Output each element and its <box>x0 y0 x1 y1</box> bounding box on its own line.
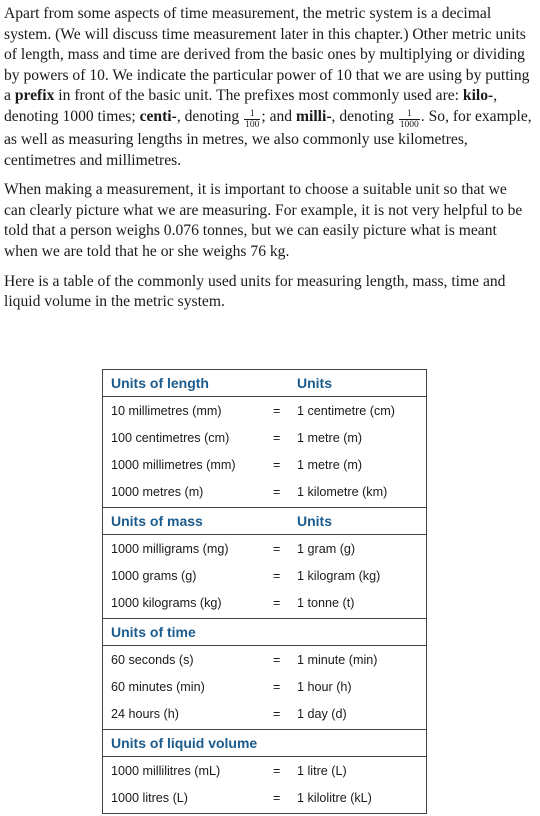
table-row <box>103 425 426 452</box>
section-liquid-volume <box>103 729 426 813</box>
equals-sign: = <box>273 542 281 556</box>
section-title: Units of length <box>111 375 209 391</box>
table-row <box>103 674 426 701</box>
term-centi: centi- <box>139 107 177 125</box>
section-header <box>103 618 426 646</box>
table-row <box>103 647 426 674</box>
text-span: . So, for example, as well as measuring lengths in metres, we also commonly use kilometres, centimetres and millimetres. <box>4 107 532 169</box>
section-header <box>103 729 426 757</box>
equals-sign: = <box>273 653 281 667</box>
fraction-denominator: 100 <box>245 119 260 130</box>
equals-sign: = <box>273 431 281 445</box>
row-left: 60 minutes (min) <box>111 680 205 694</box>
row-left: 1000 milligrams (mg) <box>111 542 229 556</box>
row-right: 1 day (d) <box>297 707 347 721</box>
row-left: 60 seconds (s) <box>111 653 194 667</box>
paragraph-suitable-unit: When making a measurement, it is important to choose a suitable unit so that we can clearly picture what we are measuring. For example, it is not very helpful to be told that a person weighs 0.076 tonnes, but we can easily picture what is meant when we are told that he or she weighs 76 kg. <box>4 181 523 260</box>
row-right: 1 kilogram (kg) <box>297 569 381 583</box>
equals-sign: = <box>273 707 281 721</box>
term-prefix: prefix <box>14 87 55 105</box>
table-row <box>103 452 426 479</box>
table-row <box>103 536 426 563</box>
row-right: 1 litre (L) <box>297 764 347 778</box>
equals-sign: = <box>273 458 281 472</box>
paragraph-metric-prefixes <box>4 4 532 171</box>
section-mass <box>103 507 426 618</box>
equals-sign: = <box>273 485 281 499</box>
text-span: , denoting <box>331 107 398 125</box>
text-span: Apart from some aspects of time measurement, the metric system is a decimal system. (We will discuss time measurement later in this chapter.) Other metric units of length, mass and time are derived from the basic ones by multiplying or dividing by powers of 10. We indicate the particular power of 10 that we are using by putting a <box>4 5 530 105</box>
section-header <box>103 370 426 397</box>
units-header: Units <box>297 513 332 529</box>
row-right: 1 tonne (t) <box>297 596 355 610</box>
text-span: , denoting 1000 times; <box>4 87 498 125</box>
table-row <box>103 479 426 506</box>
row-left: 100 centimetres (cm) <box>111 431 230 445</box>
text-span: , denoting <box>176 107 244 125</box>
row-right: 1 metre (m) <box>297 431 363 445</box>
row-left: 24 hours (h) <box>111 707 179 721</box>
row-right: 1 minute (min) <box>297 653 378 667</box>
row-left: 1000 kilograms (kg) <box>111 596 222 610</box>
term-milli: milli- <box>296 107 332 125</box>
units-header: Units <box>297 375 332 391</box>
row-left: 1000 litres (L) <box>111 791 188 805</box>
section-header <box>103 507 426 535</box>
equals-sign: = <box>273 764 281 778</box>
equals-sign: = <box>273 404 281 418</box>
metric-units-table <box>102 369 427 814</box>
section-length <box>103 370 426 507</box>
row-left: 1000 grams (g) <box>111 569 197 583</box>
table-row <box>103 590 426 617</box>
fraction-one-hundredth <box>244 109 260 130</box>
table-row <box>103 563 426 590</box>
row-left: 1000 millilitres (mL) <box>111 764 221 778</box>
table-row <box>103 398 426 425</box>
row-right: 1 kilolitre (kL) <box>297 791 372 805</box>
equals-sign: = <box>273 569 281 583</box>
text-span: ; and <box>261 107 296 125</box>
page-body <box>4 4 532 322</box>
equals-sign: = <box>273 791 281 805</box>
row-right: 1 hour (h) <box>297 680 352 694</box>
table-row <box>103 785 426 812</box>
row-right: 1 metre (m) <box>297 458 363 472</box>
table-row <box>103 701 426 728</box>
paragraph-table-intro: Here is a table of the commonly used units for measuring length, mass, time and liquid volume in the metric system. <box>4 272 506 311</box>
equals-sign: = <box>273 596 281 610</box>
fraction-numerator: 1 <box>406 108 412 119</box>
row-right: 1 kilometre (km) <box>297 485 388 499</box>
table-row <box>103 758 426 785</box>
section-time <box>103 618 426 729</box>
row-left: 1000 metres (m) <box>111 485 204 499</box>
row-left: 1000 millimetres (mm) <box>111 458 236 472</box>
section-title: Units of time <box>111 624 196 640</box>
fraction-numerator: 1 <box>249 108 255 119</box>
fraction-denominator: 1000 <box>399 119 419 130</box>
term-kilo: kilo- <box>462 87 494 105</box>
section-title: Units of mass <box>111 513 203 529</box>
section-title: Units of liquid volume <box>111 735 258 751</box>
fraction-one-thousandth <box>399 109 420 130</box>
text-span: in front of the basic unit. The prefixes most commonly used are: <box>54 87 463 105</box>
equals-sign: = <box>273 680 281 694</box>
row-right: 1 gram (g) <box>297 542 356 556</box>
row-right: 1 centimetre (cm) <box>297 404 395 418</box>
row-left: 10 millimetres (mm) <box>111 404 222 418</box>
